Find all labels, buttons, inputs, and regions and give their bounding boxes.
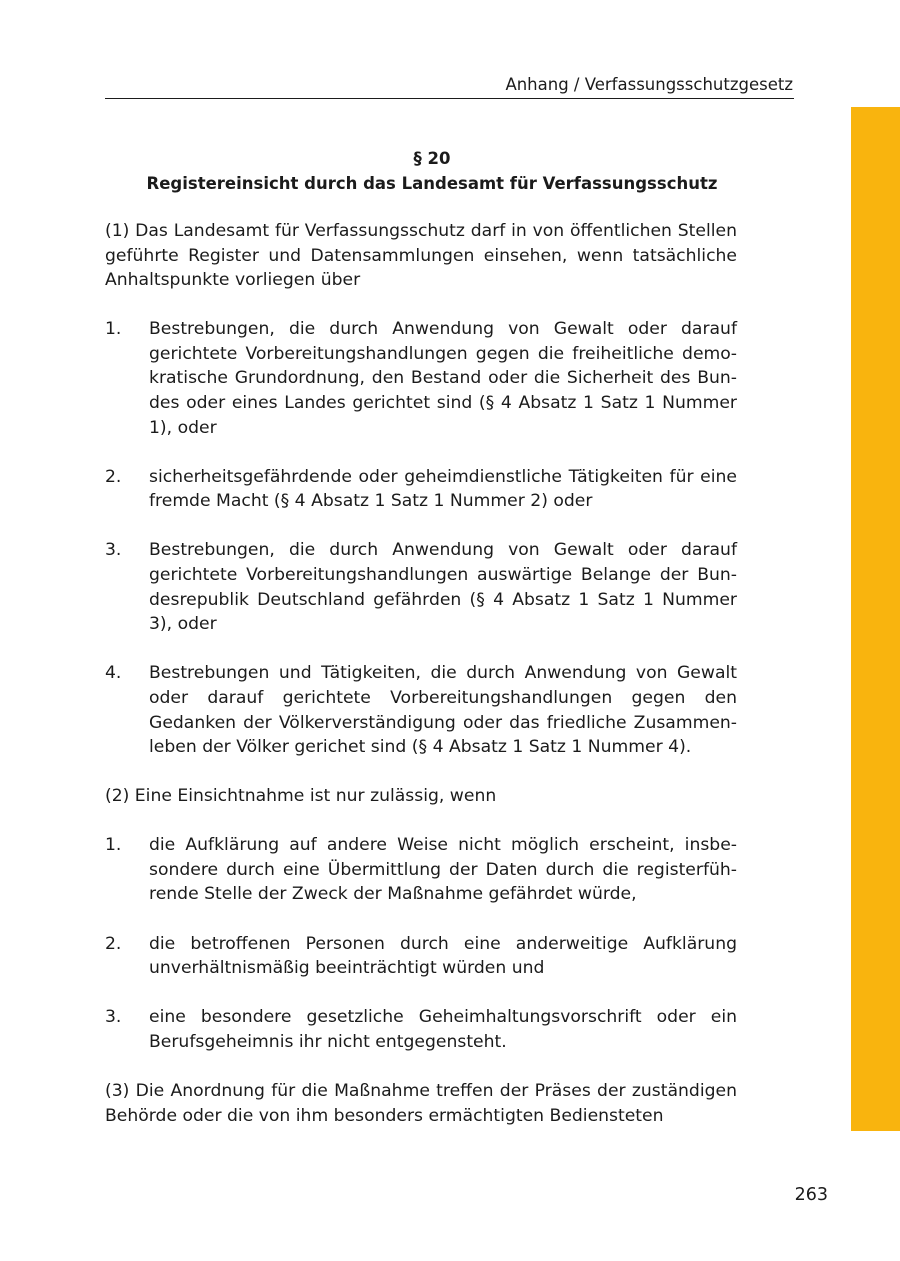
list-item-number: 3. (105, 540, 122, 561)
page-number: 263 (794, 1185, 828, 1205)
section-number: § 20 (413, 149, 451, 168)
list-item-number: 1. (105, 319, 122, 340)
paragraph-1-intro: (1) Das Landesamt für Verfassungsschutz darf in von öffentlichen Stellen geführte Register und Datensammlungen einsehen, wenn tatsächliche Anhaltspunkte vorliegen über (105, 221, 737, 291)
list-item-text: die betroffenen Personen durch eine anderweitige Aufklärung unverhältnismäßig beeinträchtigt würden und (149, 933, 737, 979)
list-item (105, 538, 737, 636)
header-rule (105, 98, 794, 99)
list-item-number: 1. (105, 835, 122, 856)
list-item (105, 661, 737, 759)
list-item-text: Bestrebungen und Tätigkeiten, die durch Anwendung von Gewalt oder darauf gerichtete Vorbereitungshandlungen gegen den Gedanken der Völkerverständigung oder das friedliche Zusammenleben der Völker gerichet sind (§ 4 Absatz 1 Satz 1 Nummer 4). (149, 663, 737, 758)
list-item-number: 2. (105, 933, 122, 954)
list-item-text: sicherheitsgefährdende oder geheimdienstliche Tätigkeiten für eine fremde Macht (§ 4 Absatz 1 Satz 1 Nummer 2) oder (149, 466, 737, 512)
list-item-text: die Aufklärung auf andere Weise nicht möglich erscheint, insbesondere durch eine Übermittlung der Daten durch die registerführende Stelle der Zweck der Maßnahme gefährdet würde, (149, 835, 737, 905)
chapter-edge-tab (851, 107, 900, 1131)
list-item-text: eine besondere gesetzliche Geheimhaltungsvorschrift oder ein Berufsgeheimnis ihr nicht entgegensteht. (149, 1007, 737, 1052)
list-item (105, 1005, 737, 1054)
list-item (105, 932, 737, 981)
list-item (105, 465, 737, 514)
paragraph-2-intro: (2) Eine Einsichtnahme ist nur zulässig, wenn (105, 786, 497, 807)
list-item-number: 2. (105, 466, 122, 487)
page-body (105, 146, 737, 1128)
list-item-text: Bestrebungen, die durch Anwendung von Gewalt oder darauf gerichtete Vorbereitungshandlungen gegen die freiheitliche demokratische Grundordnung, den Bestand oder die Sicherheit des Bundes oder eines Landes gerichtet sind (§ 4 Absatz 1 Satz 1 Nummer 1), oder (149, 319, 737, 438)
list-item-number: 4. (105, 663, 122, 684)
running-header: Anhang / Verfassungsschutzgesetz (505, 75, 793, 94)
list-item (105, 833, 737, 907)
list-item (105, 317, 737, 440)
list-item-number: 3. (105, 1007, 122, 1028)
list-item-text: Bestrebungen, die durch Anwendung von Gewalt oder darauf gerichtete Vorbereitungshandlungen auswärtige Belange der Bundesrepublik Deutschland gefährden (§ 4 Absatz 1 Satz 1 Nummer 3), oder (149, 540, 737, 635)
section-title: Registereinsicht durch das Landesamt für Verfassungsschutz (146, 174, 718, 193)
paragraph-3-intro: (3) Die Anordnung für die Maßnahme treffen der Präses der zuständigen Behörde oder die von ihm besonders ermächtigten Bediensteten (105, 1080, 737, 1126)
